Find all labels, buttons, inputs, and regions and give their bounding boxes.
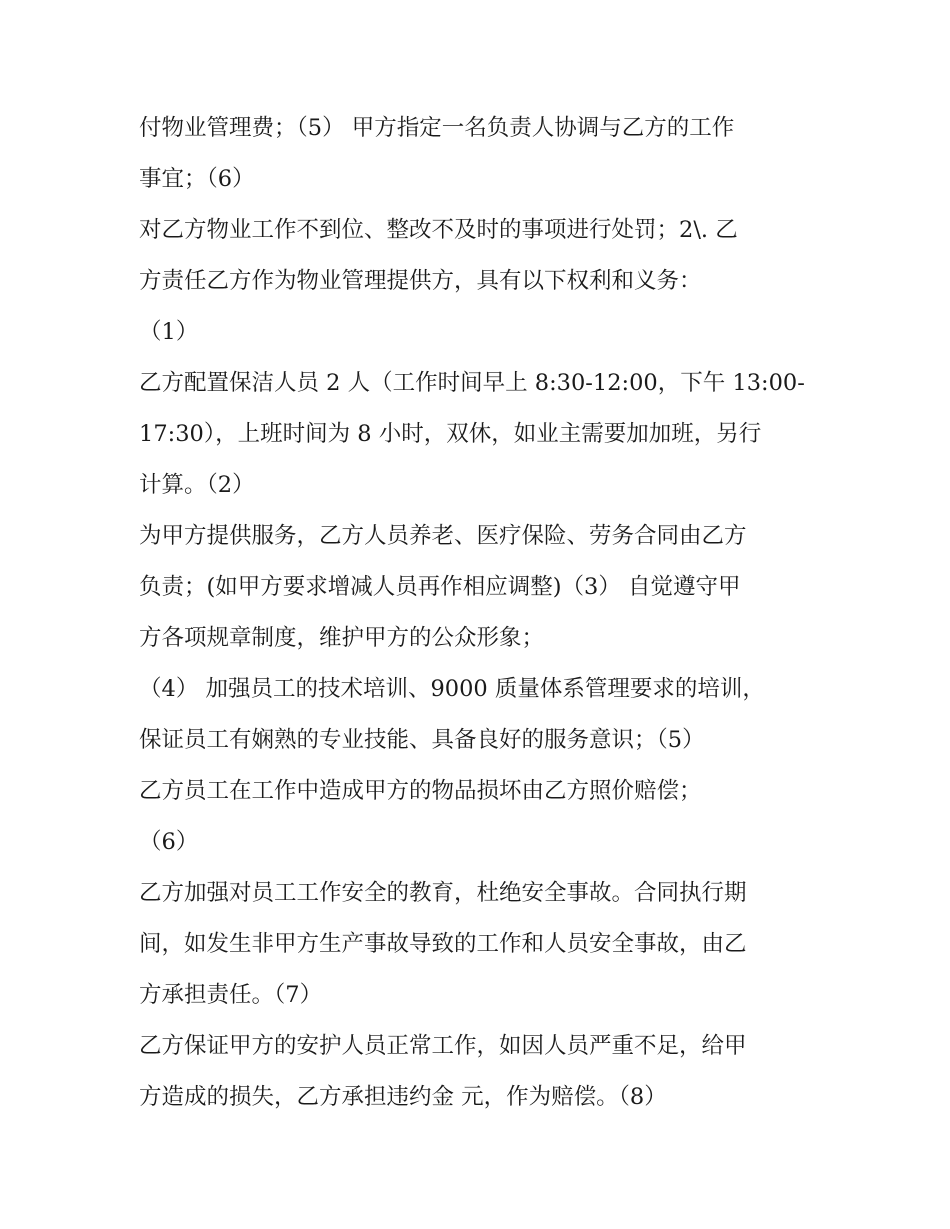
- text-line: （6）: [139, 829, 199, 855]
- text-line: 方责任乙方作为物业管理提供方，具有以下权利和义务：: [139, 268, 702, 294]
- text-line: 乙方加强对员工工作安全的教育，杜绝安全事故。合同执行期: [139, 880, 747, 906]
- text-line: 乙方保证甲方的安护人员正常工作，如因人员严重不足，给甲: [139, 1033, 747, 1059]
- text-line: 对乙方物业工作不到位、整改不及时的事项进行处罚；2\. 乙: [139, 217, 738, 243]
- text-line: 事宜；（6）: [139, 166, 255, 192]
- text-line: 保证员工有娴熟的专业技能、具备良好的服务意识；（5）: [139, 727, 705, 753]
- document-body: [139, 103, 829, 1123]
- text-line: 付物业管理费；（5） 甲方指定一名负责人协调与乙方的工作: [139, 115, 735, 141]
- text-line: （1）: [139, 319, 199, 345]
- text-line: 计算。（2）: [139, 472, 255, 498]
- text-line: （4） 加强员工的技术培训、9000 质量体系管理要求的培训，: [139, 676, 765, 702]
- text-line: 负责；(如甲方要求增减人员再作相应调整)（3） 自觉遵守甲: [139, 574, 741, 600]
- text-line: 为甲方提供服务，乙方人员养老、医疗保险、劳务合同由乙方: [139, 523, 747, 549]
- text-line: 方造成的损失，乙方承担违约金 元，作为赔偿。（8）: [139, 1084, 667, 1110]
- text-line: 17:30），上班时间为 8 小时，双休，如业主需要加加班，另行: [139, 421, 762, 447]
- text-line: 方各项规章制度，维护甲方的公众形象；: [139, 625, 545, 651]
- text-line: 间，如发生非甲方生产事故导致的工作和人员安全事故，由乙: [139, 931, 747, 957]
- text-line: 乙方配置保洁人员 2 人（工作时间早上 8:30-12:00，下午 13:00-: [139, 370, 805, 396]
- text-line: 乙方员工在工作中造成甲方的物品损坏由乙方照价赔偿；: [139, 778, 702, 804]
- text-line: 方承担责任。（7）: [139, 982, 323, 1008]
